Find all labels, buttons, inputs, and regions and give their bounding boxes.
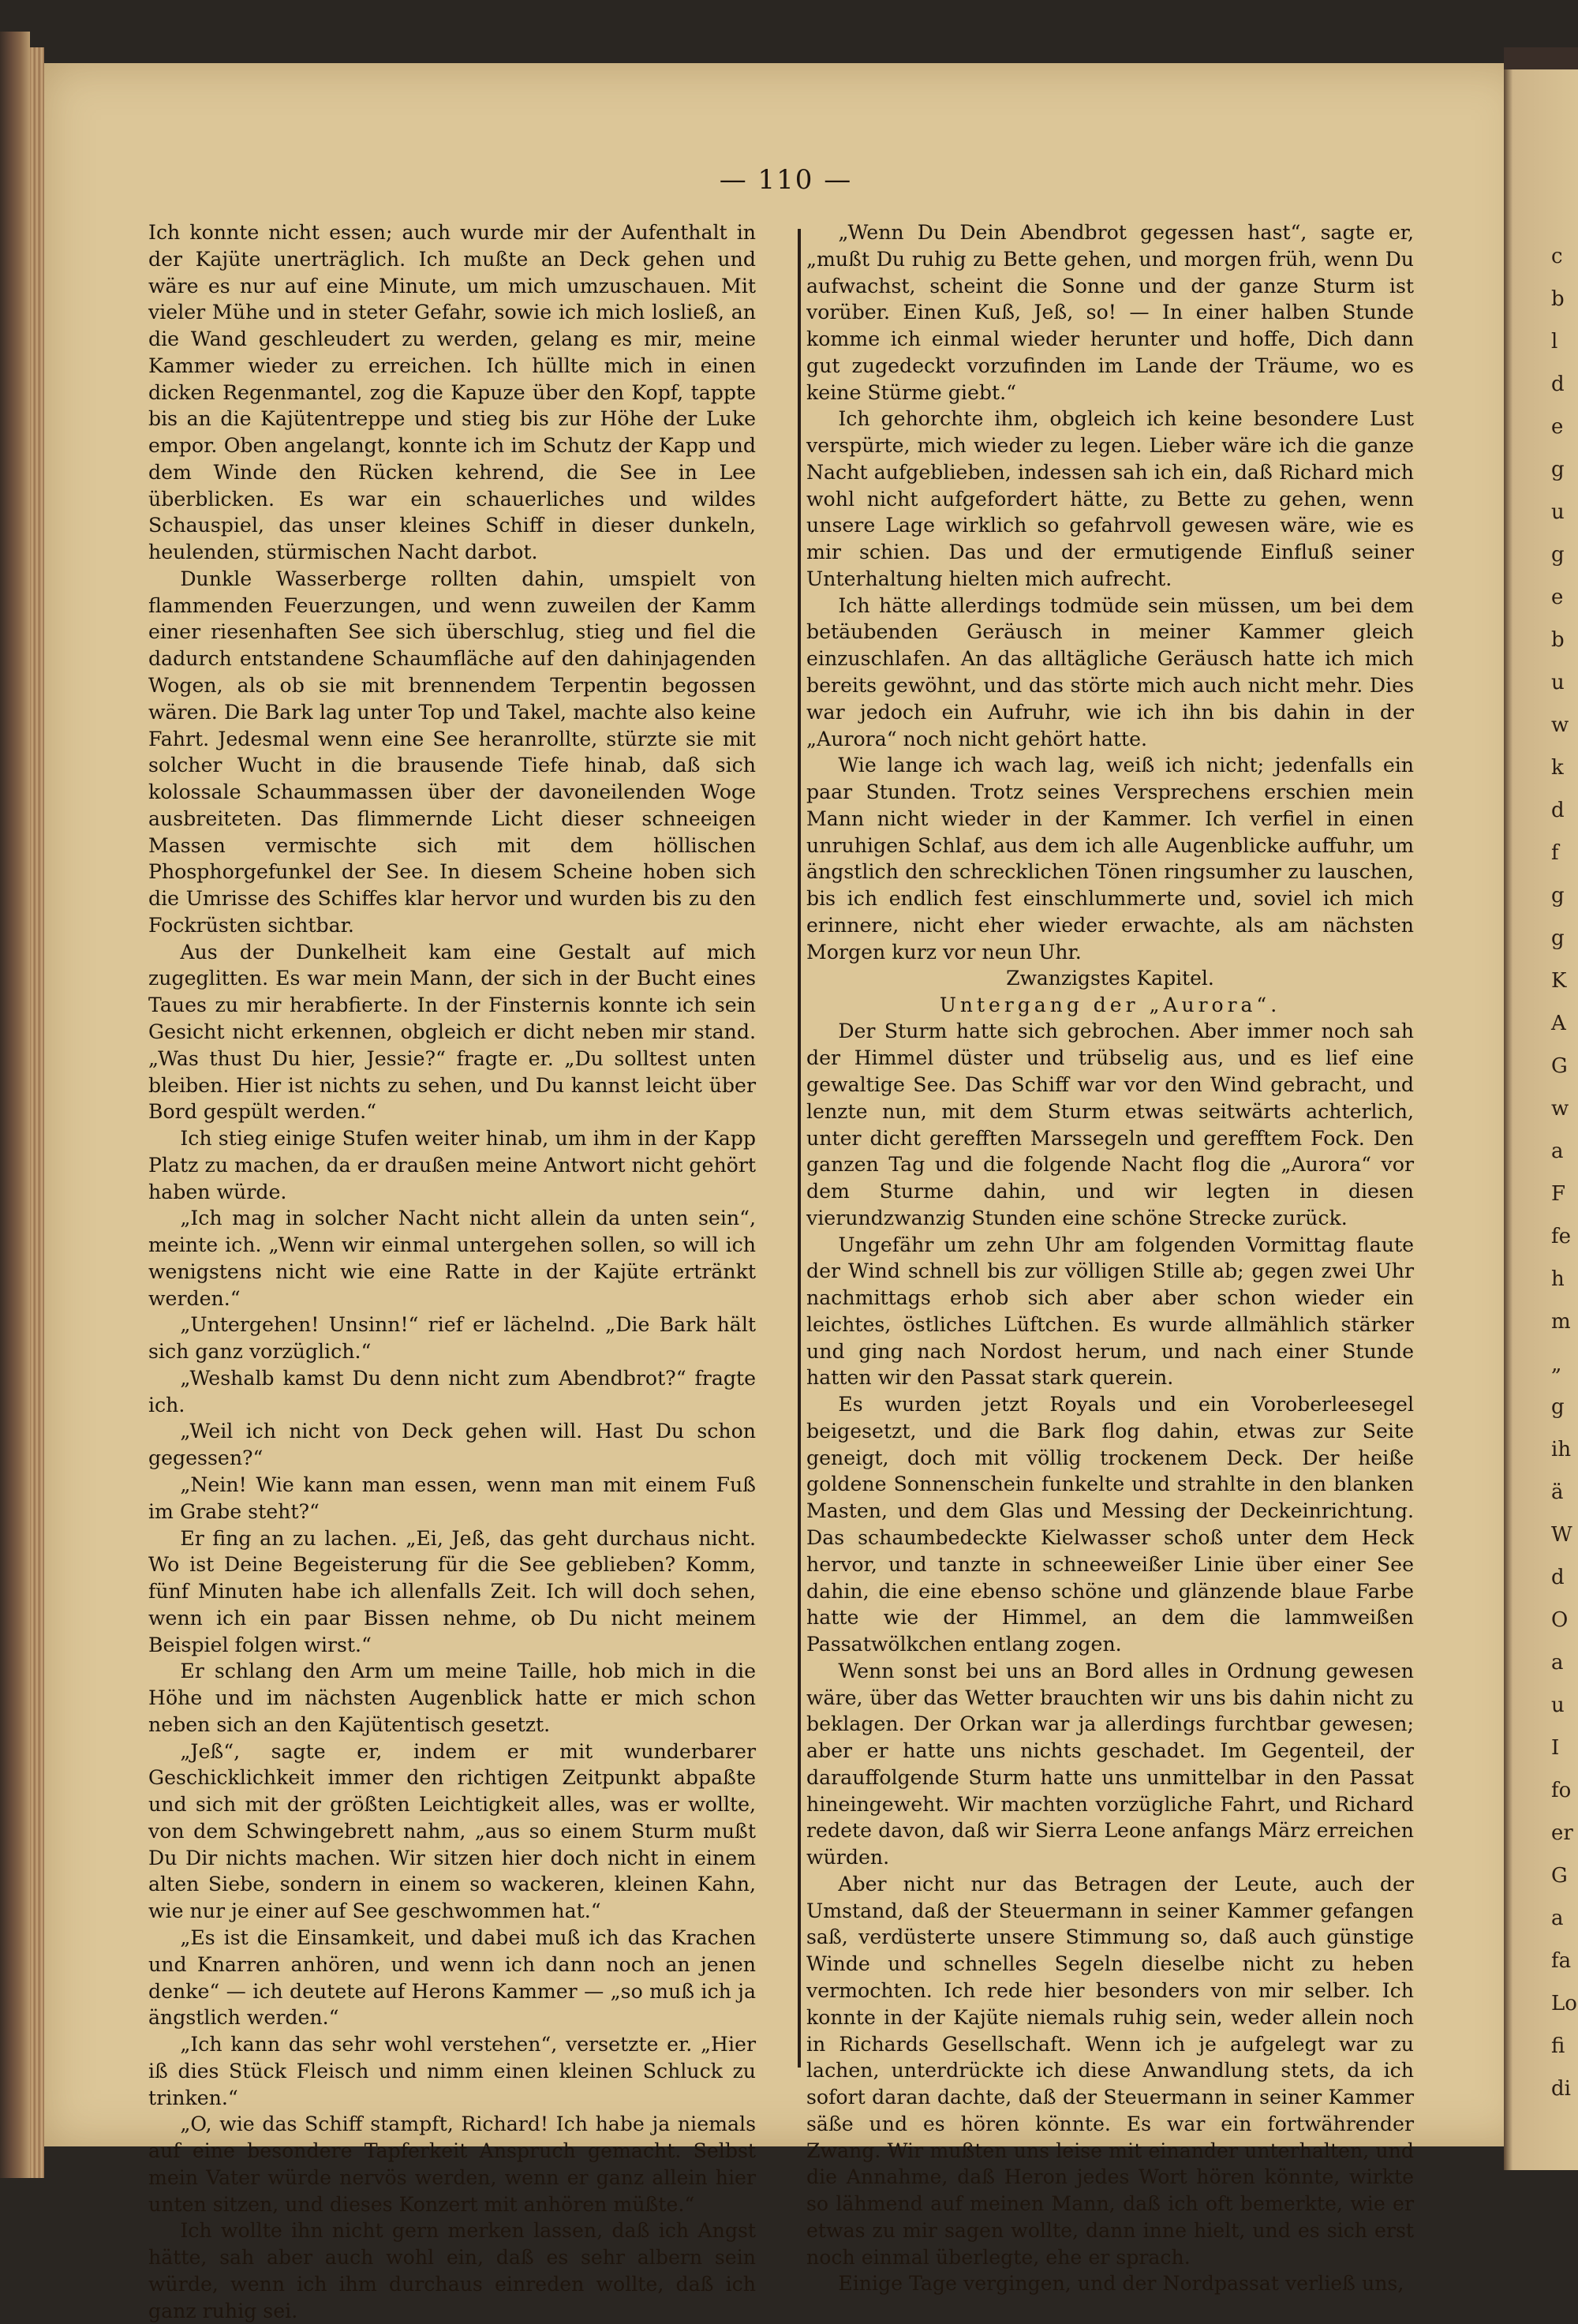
edge-letter: u	[1551, 500, 1565, 524]
book-page	[44, 63, 1528, 2322]
edge-letter: K	[1551, 969, 1567, 993]
edge-letter: F	[1551, 1182, 1566, 1206]
binding-edge	[30, 47, 44, 2178]
edge-letter: b	[1551, 628, 1565, 652]
page-edge-shadow	[1504, 47, 1578, 69]
edge-letter: a	[1551, 1651, 1564, 1675]
edge-letter: ih	[1551, 1438, 1572, 1461]
paragraph: Ich konnte nicht essen; auch wurde mir der Aufenthalt in der Kajüte unerträglich. Ich mußte an Deck gehen und wäre es nur auf eine Minute, um mich umzuschauen. Mit vieler Mühe und in steter Gefahr, sowie ich mich losließ, an die Wand geschleudert zu werden, gelang es mir, meine Kammer wieder zu erreichen. Ich hüllte mich in einen dicken Regenmantel, zog die Kapuze über den Kopf, tappte bis an die Kajütentreppe und stieg bis zur Höhe der Luke empor. Oben angelangt, konnte ich im Schutz der Kapp und dem Winde den Rücken kehrend, die See in Lee überblicken. Es war ein schauerliches und wildes Schauspiel, das unser kleines Schiff in dieser dunkeln, heulenden, stürmischen Nacht darbot.	[148, 221, 756, 564]
edge-letter: u	[1551, 671, 1565, 694]
paragraph: Ungefähr um zehn Uhr am folgenden Vormittag flaute der Wind schnell bis zur völligen Stille ab; gegen zwei Uhr nachmittags erhob sich aber aber schon wieder ein leichtes, östliches Lüftchen. Es wurde allmählich stärker und ging nach Nordost herum, und nach einer Stunde hatten wir den Passat stark querein.	[806, 1233, 1414, 1390]
paragraph: „Weshalb kamst Du denn nicht zum Abendbrot?“ fragte ich.	[148, 1366, 756, 1416]
paragraph: Er schlang den Arm um meine Taille, hob mich in die Höhe und im nächsten Augenblick hatte er mich schon neben sich an den Kajütentisch gesetzt.	[148, 1660, 756, 1736]
paragraph: Aus der Dunkelheit kam eine Gestalt auf mich zugeglitten. Es war mein Mann, der sich in der Bucht eines Taues zu mir herabfierte. In der Finsternis konnte ich sein Gesicht nicht erkennen, obgleich er dicht neben mir stand. „Was thust Du hier, Jessie?“ fragte er. „Du solltest unten bleiben. Hier ist nichts zu sehen, und Du kannst leicht über Bord gespült werden.“	[148, 940, 756, 1124]
edge-letter: k	[1551, 756, 1564, 780]
edge-letter: h	[1551, 1267, 1565, 1291]
edge-letter: d	[1551, 1566, 1565, 1589]
edge-letter: W	[1551, 1523, 1572, 1547]
paragraph: Aber nicht nur das Betragen der Leute, auch der Umstand, daß der Steuermann in seiner Kammer gefangen saß, verdüsterte unsere Stimmung so, daß auch günstige Winde und schnelles Segeln dieselbe nicht zu heben vermochten. Ich rede hier besonders von mir selber. Ich konnte in der Kajüte niemals ruhig sein, weder allein noch in Richards Gesellschaft. Wenn ich je aufgelegt war zu lachen, unterdrückte ich diese Anwandlung stets, da ich sofort daran dachte, daß der Steuermann in seiner Kammer säße und es hören könnte. Es war ein fortwährender Zwang. Wir mußten uns leise mit einander unterhalten, und die Annahme, daß Heron jedes Wort hören könnte, wirkte so lähmend auf meinen Mann, daß ich oft bemerkte, wie er etwas zu mir sagen wollte, dann inne hielt, und es sich erst noch einmal überlegte, ehe er sprach.	[806, 1872, 1414, 2269]
edge-letter: Lo	[1551, 1992, 1577, 2015]
edge-letter: fo	[1551, 1779, 1572, 1802]
edge-letter: „	[1551, 1353, 1562, 1376]
paragraph: „Weil ich nicht von Deck gehen will. Hast Du schon gegessen?“	[148, 1420, 756, 1470]
paragraph: Wie lange ich wach lag, weiß ich nicht; jedenfalls ein paar Stunden. Trotz seines Versprechens erschien mein Mann nicht wieder in der Kammer. Ich verfiel in einen unruhigen Schlaf, aus dem ich alle Augenblicke auffuhr, um ängstlich den schrecklichen Tönen ringsumher zu lauschen, bis ich endlich fest einschlummerte und, soviel ich mich erinnere, nicht eher wieder erwachte, als am nächsten Morgen kurz vor neun Uhr.	[806, 754, 1414, 964]
edge-letter: f	[1551, 841, 1559, 865]
paragraph: Es wurden jetzt Royals und ein Voroberleesegel beigesetzt, und die Bark flog dahin, etwas zur Seite geneigt, doch mit völlig trockenem Deck. Der heiße goldene Sonnenschein funkelte und strahlte in den blanken Masten, und dem Glas und Messing der Deckeinrichtung. Das schaumbedeckte Kielwasser schoß unter dem Heck hervor, und tanzte in schneeweißer Linie über einer See dahin, die eine ebenso schöne und glänzende blaue Farbe hatte wie der Himmel, an dem die lammweißen Passatwölkchen entlang zogen.	[806, 1393, 1414, 1656]
edge-letter: a	[1551, 1140, 1564, 1163]
page-number: — 110 —	[719, 164, 853, 196]
edge-letter: a	[1551, 1907, 1564, 1930]
chapter-number: Zwanzigstes Kapitel.	[1006, 967, 1214, 990]
paragraph: Ich hätte allerdings todmüde sein müssen, um bei dem betäubenden Geräusch in meiner Kammer gleich einzuschlafen. An das alltägliche Geräusch hatte ich mich bereits gewöhnt, und das störte mich auch nicht mehr. Dies war jedoch ein Aufruhr, wie ich ihn bis dahin in der „Aurora“ noch nicht gehört hatte.	[806, 593, 1414, 750]
edge-letter: g	[1551, 458, 1565, 481]
edge-letter: g	[1551, 884, 1565, 908]
edge-letter: fe	[1551, 1225, 1572, 1248]
paragraph: Er fing an zu lachen. „Ei, Jeß, das geht durchaus nicht. Wo ist Deine Begeisterung für die See geblieben? Komm, fünf Minuten habe ich allenfalls Zeit. Ich will doch sehen, wenn ich ein paar Bissen nehme, ob Du nicht meinem Beispiel folgen wirst.“	[148, 1526, 756, 1656]
paragraph: „Jeß“, sagte er, indem er mit wunderbarer Geschicklichkeit immer den richtigen Zeitpunkt abpaßte und sich mit der größten Leichtigkeit alles, was er wollte, von dem Schwingebrett nahm, „aus so einem Sturm mußt Du Dir nichts machen. Wir sitzen hier doch nicht in einem alten Siebe, sondern in einem so wackeren, kleinen Kahn, wie nur je einer auf See geschwommen hat.“	[148, 1739, 756, 1923]
edge-letter: A	[1551, 1012, 1566, 1035]
edge-letter: g	[1551, 926, 1565, 950]
edge-letter: e	[1551, 415, 1564, 439]
left-column	[148, 219, 756, 2322]
edge-letter: l	[1551, 330, 1558, 354]
edge-letter: d	[1551, 799, 1565, 822]
edge-letter: g	[1551, 1395, 1565, 1419]
edge-letter: ä	[1551, 1480, 1564, 1504]
edge-letter: d	[1551, 372, 1565, 396]
paragraph: Ich gehorchte ihm, obgleich ich keine besondere Lust verspürte, mich wieder zu legen. Lieber wäre ich die ganze Nacht aufgeblieben, indessen sah ich ein, daß Richard mich wohl nicht aufgefordert hätte, zu Bette zu gehen, wenn unsere Lage wirklich so gefahrvoll gewesen wäre, wie es mir schien. Das und der ermutigende Einfluß seiner Unterhaltung hielten mich aufrecht.	[806, 407, 1414, 590]
edge-letter: w	[1551, 1097, 1569, 1121]
paragraph: Wenn sonst bei uns an Bord alles in Ordnung gewesen wäre, über das Wetter brauchten wir uns bis dahin nicht zu beklagen. Der Orkan war ja allerdings furchtbar gewesen; aber er hatte uns nichts geschadet. Im Gegenteil, der darauffolgende Sturm hatte uns unmittelbar in den Passat hineingeweht. Wir machten vorzügliche Fahrt, und Richard redete davon, daß wir Sierra Leone anfangs März erreichen würden.	[806, 1659, 1414, 1869]
edge-letter: fa	[1551, 1949, 1572, 1973]
edge-letter: G	[1551, 1054, 1568, 1078]
paragraph: „Nein! Wie kann man essen, wenn man mit einem Fuß im Grabe steht?“	[148, 1473, 756, 1523]
edge-letter: w	[1551, 713, 1569, 737]
edge-letter: di	[1551, 2077, 1571, 2101]
paragraph: „O, wie das Schiff stampft, Richard! Ich habe ja niemals auf eine besondere Tapferkeit Anspruch gemacht. Selbst mein Vater würde nervös werden, wenn er ganz allein hier unten sitzen, und dieses Konzert mit anhören müßte.“	[148, 2113, 756, 2216]
adjacent-page-edge	[1504, 47, 1578, 2170]
edge-letter: er	[1551, 1821, 1573, 1845]
paragraph: Der Sturm hatte sich gebrochen. Aber immer noch sah der Himmel düster und trübselig aus, und es lief eine gewaltige See. Das Schiff war vor den Wind gebracht, und lenzte nun, mit dem Sturm etwas seitwärts achterlich, unter dicht gerefften Marssegeln und gerefftem Fock. Den ganzen Tag und die folgende Nacht flog die „Aurora“ vor dem Sturme dahin, und wir legten in diesen vierundzwanzig Stunden eine schöne Strecke zurück.	[806, 1020, 1414, 1229]
paragraph: Dunkle Wasserberge rollten dahin, umspielt von flammenden Feuerzungen, und wenn zuweilen der Kamm einer riesenhaften See sich überschlug, stieg und fiel die dadurch entstandene Schaumfläche auf den dahinjagenden Wogen, als ob sie mit brennendem Terpentin begossen wären. Die Bark lag unter Top und Takel, machte also keine Fahrt. Jedesmal wenn eine See heranrollte, stürzte sie mit solcher Wucht in die brausende Tiefe hinab, daß sich kolossale Schaummassen über der davoneilenden Woge ausbreiteten. Das flimmernde Licht dieser schneeigen Massen vermischte sich mit dem höllischen Phosphorgefunkel der See. In diesem Scheine hoben sich die Umrisse des Schiffes klar hervor und wurden bis zu den Fockrüsten sichtbar.	[148, 567, 756, 937]
paragraph: „Es ist die Einsamkeit, und dabei muß ich das Krachen und Knarren anhören, und wenn ich dann noch an jenen denke“ — ich deutete auf Herons Kammer — „so muß ich ja ängstlich werden.“	[148, 1926, 756, 2030]
edge-letter: I	[1551, 1736, 1560, 1760]
paragraph: Ich stieg einige Stufen weiter hinab, um ihm in der Kapp Platz zu machen, da er draußen meine Antwort nicht gehört haben würde.	[148, 1127, 756, 1203]
paragraph: Einige Tage vergingen, und der Nordpassat verließ uns,	[838, 2272, 1404, 2296]
edge-letter: u	[1551, 1693, 1565, 1717]
paragraph: „Ich kann das sehr wohl verstehen“, versetzte er. „Hier iß dies Stück Fleisch und nimm einen kleinen Schluck zu trinken.“	[148, 2033, 756, 2109]
edge-letter: fi	[1551, 2034, 1565, 2058]
edge-letter: c	[1551, 245, 1563, 268]
paragraph: Ich wollte ihn nicht gern merken lassen, daß ich Angst hätte, sah aber auch wohl ein, daß es sehr albern sein würde, wenn ich ihm durchaus einreden wollte, daß ich ganz ruhig sei.	[148, 2219, 756, 2322]
edge-letter: O	[1551, 1608, 1569, 1632]
edge-letter: g	[1551, 543, 1565, 567]
right-column	[806, 219, 1414, 2296]
book-edge-left	[0, 32, 30, 2178]
edge-letter: e	[1551, 586, 1564, 609]
column-divider	[798, 229, 801, 2068]
paragraph: „Untergehen! Unsinn!“ rief er lächelnd. „Die Bark hält sich ganz vorzüglich.“	[148, 1313, 756, 1364]
paragraph: „Wenn Du Dein Abendbrot gegessen hast“, sagte er, „mußt Du ruhig zu Bette gehen, und morgen früh, wenn Du aufwachst, scheint die Sonne und der ganze Sturm ist vorüber. Einen Kuß, Jeß, so! — In einer halben Stunde komme ich einmal wieder herunter und hoffe, Dich dann gut zugedeckt vorzufinden im Lande der Träume, wo es keine Stürme giebt.“	[806, 221, 1414, 404]
chapter-title: Untergang der „Aurora“.	[939, 993, 1281, 1016]
edge-letter: m	[1551, 1310, 1571, 1334]
edge-letter: b	[1551, 287, 1565, 311]
edge-letter: G	[1551, 1864, 1568, 1888]
paragraph: „Ich mag in solcher Nacht nicht allein da unten sein“, meinte ich. „Wenn wir einmal untergehen sollen, so will ich wenigstens nicht wie eine Ratte in der Kajüte ertränkt werden.“	[148, 1207, 756, 1310]
